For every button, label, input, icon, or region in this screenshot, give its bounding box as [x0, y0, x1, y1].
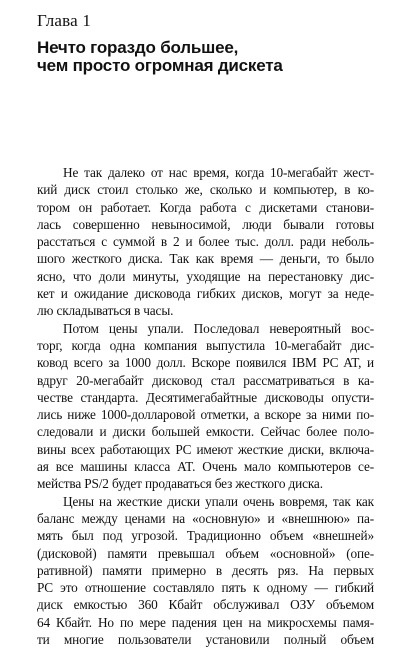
text-line: лю складываться в часы.: [37, 303, 174, 319]
text-line: (дисковой) памяти превышал объем «основной» (опе-: [37, 545, 374, 561]
chapter-title: [37, 39, 367, 75]
text-line: вдруг 20-мегабайт дисковод стал рассматриваться в ка-: [37, 372, 374, 388]
text-line: баланс между ценами на «основную» и «внешнюю» па-: [37, 510, 374, 526]
text-line: Не так далеко от нас время, когда 10-мегабайт жест-: [63, 165, 374, 180]
text-line: шого жесткого диска. Так как время — деньги, то было: [37, 251, 374, 267]
text-line: лись ниже 1000-долларовой отметки, а вскоре за ними по-: [37, 407, 374, 423]
text-line: тором он работает. Когда работа с дискетами станови-: [37, 199, 374, 215]
text-line: расстаться с суммой в 2 и более тыс. долл. ради неболь-: [37, 234, 374, 250]
paragraph-3: [37, 493, 374, 648]
text-line: диск емкостью 360 Кбайт обслуживал ОЗУ объемом: [37, 597, 374, 613]
text-line: ясно, что доли минуты, уходящие на перестановку дис-: [37, 268, 374, 284]
text-line: мять был под угрозой. Традиционно объем «внешней»: [37, 528, 374, 544]
text-line: 64 Кбайт. Но по мере падения цен на микросхемы памя-: [37, 614, 374, 630]
text-line: торг, когда одна компания выпустила 10-мегабайт дис-: [37, 337, 374, 353]
text-line: ковод всего за 1000 долл. Вскоре появился IBM PC AT, и: [37, 355, 374, 371]
paragraph-2: [37, 320, 374, 493]
text-line: Потом цены упали. Последовал невероятный вос-: [63, 320, 374, 336]
text-line: мейства PS/2 будет продаваться без жесткого диска.: [37, 476, 323, 492]
text-line: честве стандарта. Десятимегабайтные дисководы опусти-: [37, 389, 374, 405]
chapter-title-line: Нечто гораздо большее,: [37, 38, 239, 57]
text-line: ративной) памяти примерно в десять ряз. На первых: [37, 562, 374, 578]
text-line: вины всех работающих PC имеют жесткие диски, включа-: [37, 441, 374, 457]
body-text: [37, 164, 374, 648]
chapter-label: Глава 1: [37, 11, 92, 30]
chapter-title-line: чем просто огромная дискета: [37, 56, 283, 75]
text-line: лась совершенно невыносимой, люди бывали готовы: [37, 216, 374, 232]
paragraph-1: [37, 164, 374, 320]
text-line: ти многие пользователи установили полный объем: [37, 632, 374, 648]
text-line: PC это отношение составляло пять к одному — гибкий: [37, 580, 374, 596]
text-line: ая все машины класса AT. Очень мало компьютеров се-: [37, 459, 374, 475]
text-line: кет и ожидание дисковода гибких дисков, могут за неде-: [37, 286, 374, 302]
text-line: следовали и диски большей емкости. Сейчас более поло-: [37, 424, 374, 440]
text-line: кий диск стоил столько же, сколько и компьютер, в ко-: [37, 182, 374, 198]
text-line: Цены на жесткие диски упали очень вовремя, так как: [63, 493, 374, 509]
